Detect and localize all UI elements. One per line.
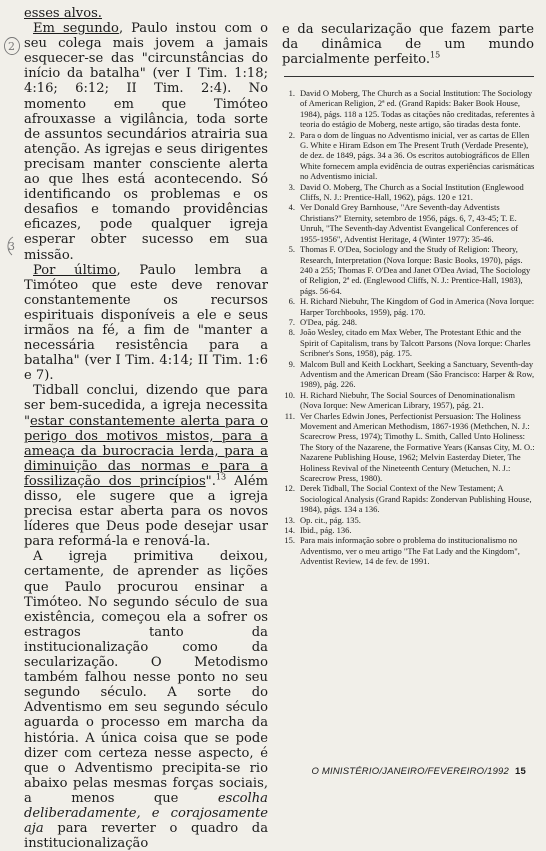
paragraph-4-emphasis: escolha deliberadamente, e corajosamente aja — [24, 790, 268, 837]
footnote-text: Ibid., pág. 136. — [300, 525, 352, 536]
footnote-item — [278, 515, 536, 525]
footnote-text: Ver Charles Edwin Jones, Perfectionist Persuasion: The Holiness Movement and American Methodism, 1867-1936 (Methchen, N. J.: Scarecrow Press, 1974); Timothy L. Smith, Called Unto Holiness: The Story of the Nazarene, the Formative Years (Kansas City, M. O.: Nazarene Publishing House, 1962; Melvin Easterday Dieter, The Holiness Revival of the Nineteenth Century (Metuchen, N. J.: Scarecrow Press, 1980). — [300, 410, 535, 484]
paragraph-4-end: para reverter o quadro da institucionalização — [24, 821, 268, 851]
footnote-item — [278, 130, 536, 182]
paragraph-0 — [24, 6, 268, 21]
footnote-item — [278, 525, 536, 535]
footnote-text: Op. cit., pág. 135. — [300, 514, 361, 525]
footnote-item — [278, 483, 536, 514]
publication-info: O MINISTÉRIO/JANEIRO/FEVEREIRO/1992 — [311, 766, 510, 777]
footnote-text: João Wesley, citado em Max Weber, The Protestant Ethic and the Spirit of Capitalism, trans by Talcott Parsons (Nova Iorque: Charles Scribner's Sons, 1958), pág. 175. — [300, 327, 531, 359]
right-column-paragraph: e da secularização que fazem parte da dinâmica de um mundo parcialmente perfeito. — [282, 22, 534, 68]
footnote-number: 12. — [284, 483, 295, 494]
page-number: 15 — [515, 766, 526, 777]
footnote-text: O'Dea, pág. 248. — [300, 316, 358, 327]
footnote-number: 5. — [288, 244, 295, 255]
footnote-number: 1. — [288, 88, 295, 98]
page-footer — [311, 766, 526, 777]
paragraph-3-text-c: Além disso, ele sugere que a igreja precisa estar aberta para os novos líderes que Deus pode desejar usar para reformá-la e renová-la. — [24, 473, 268, 550]
paragraph-2 — [24, 263, 268, 384]
paragraph-3-text-b: ". — [205, 473, 216, 489]
footnote-item — [278, 317, 536, 327]
paragraph-1 — [24, 21, 268, 263]
footnote-text: David O Moberg, The Church as a Social Institution: The Sociology of American Religion, 2ª ed. (Grand Rapids: Baker Book House, 1984), págs. 118 a 125. Todas as citações não creditadas, referentes à teoria do estágio de Moberg, neste artigo, são tiradas desta fonte. — [300, 88, 535, 130]
paragraph-2-lead: Por último — [33, 262, 117, 278]
footnote-text: H. Richard Niebuhr, The Social Sources of Denominationalism (Nova Iorque: New American Library, 1957), pág. 21. — [300, 389, 516, 411]
footnote-number: 14. — [284, 525, 295, 536]
footnotes-list — [278, 88, 536, 567]
handwritten-mark-2 — [3, 36, 21, 56]
footnote-number: 11. — [284, 410, 295, 421]
footnote-number: 7. — [288, 316, 295, 327]
footnote-text: David O. Moberg, The Church as a Social Institution (Englewood Cliffs, N. J.: Prentice-Hall, 1962), págs. 120 e 121. — [300, 181, 524, 203]
handwritten-mark-3-text: 3 — [8, 240, 15, 253]
footnote-item — [278, 359, 536, 390]
paragraph-1-lead: Em segundo — [33, 21, 119, 37]
handwritten-mark-3 — [3, 236, 21, 256]
footnote-text: Malcom Bull and Keith Lockhart, Seeking a Sanctuary, Seventh-day Adventism and the American Dream (São Francisco: Harper & Row, 1989), pág. 226. — [300, 358, 535, 390]
paragraph-3 — [24, 383, 268, 549]
footnote-text: Para mais informação sobre o problema do institucionalismo no Adventismo, ver o meu artigo "The Fat Lady and the Kingdom", Adventist Review, 14 de fev. de 1991. — [300, 535, 520, 567]
footnote-number: 2. — [288, 129, 295, 140]
footnote-number: 10. — [284, 389, 295, 400]
paragraph-3-text-a: Tidball conclui, dizendo que para ser bem-sucedida, a igreja necessita " — [24, 383, 268, 429]
paragraph-3-quote: estar constantemente alerta para o perigo dos motivos mistos, para a ameaça da burocracia lerda, para a diminuição das normas e para a fossilização dos princípios — [24, 413, 268, 489]
paragraph-0-text: esses alvos. — [24, 6, 102, 21]
footnote-number: 15. — [284, 535, 295, 546]
footnote-number: 9. — [288, 358, 295, 369]
footnote-item — [278, 88, 536, 130]
footnote-number: 8. — [288, 327, 295, 338]
footnote-item — [278, 535, 536, 566]
left-column — [24, 6, 268, 851]
footnote-text: Derek Tidball, The Social Context of the New Testament; A Sociological Analysis (Grand Rapids: Zondervan Publishing House, 1984), págs. 134 a 136. — [300, 483, 532, 515]
handwritten-mark-2-text: 2 — [8, 40, 15, 53]
footnote-item — [278, 296, 536, 317]
footnote-number: 3. — [288, 181, 295, 192]
footnote-text: H. Richard Niebuhr, The Kingdom of God in America (Nova Iorque: Harper Torchbooks, 1959), pág. 170. — [300, 296, 535, 317]
right-column-text — [282, 22, 534, 67]
footnote-ref-15: 15 — [429, 50, 441, 60]
footnote-number: 6. — [288, 296, 295, 307]
footnote-item — [278, 244, 536, 296]
footnote-text: Para o dom de línguas no Adventismo inicial, ver as cartas de Ellen G. White e Hiram Edson em The Present Truth (Verdade Presente), de dez. de 1849, págs. 34 a 36. Os escritos autobiográficos de Ellen White fornecem ampla evidência de outras experiências carismáticas no Adventismo inicial. — [300, 129, 535, 182]
paragraph-4-text: A igreja primitiva deixou, certamente, de aprender as lições que Paulo procurou ensinar a Timóteo. No segundo século de sua existência, começou ela a sofrer os estragos tanto da institucionalização como da secularização. O Metodismo também falhou nesse ponto no seu segundo século. A sorte do Adventismo em seu segundo século aguarda o processo em marcha da história. A única coisa que se pode dizer com certeza nesse aspecto, é que o Adventismo precipita-se rio abaixo pelas mesmas forças sociais, a menos que — [24, 549, 268, 806]
paragraph-2-text: , Paulo lembra a Timóteo que este deve renovar constantemente os recursos espirituais disponíveis a ele e seus irmãos na fé, a fim de "manter a necessária resistência para a batalha" (ver I Tim. 4:14; II Tim. 1:6 e 7). — [24, 262, 268, 384]
paragraph-1-text: , Paulo instou com o seu colega mais jovem a jamais esquecer-se das "circunstâncias do início da batalha" (ver I Tim. 1:18; 4:16; 6:12; II Tim. 2:4). No momento em que Timóteo afrouxasse a vigilância, toda sorte de assuntos secundários atrairia sua atenção. As igrejas e seus dirigentes precisam manter consciente alerta ao que lhes está acontecendo. Só identificando os problemas e os desafios e tomando providências eficazes, pode qualquer igreja esperar obter sucesso em sua missão. — [24, 21, 268, 263]
footnote-number: 13. — [284, 514, 295, 525]
footnote-item — [278, 390, 536, 411]
footnote-item — [278, 327, 536, 358]
footnote-item — [278, 182, 536, 203]
footnote-ref-13: 13 — [215, 472, 227, 482]
footnote-text: Ver Donald Grey Barnhouse, "Are Seventh-day Adventists Christians?" Eternity, setembro de 1956, págs. 6, 7, 43-45; T. E. Unruh, "The Seventh-day Adventist Evangelical Conferences of 1955-1956", Adventist Heritage, 4 (Winter 1977): 35-46. — [300, 202, 519, 244]
footnote-item — [278, 202, 536, 244]
footnote-text: Thomas F. O'Dea, Sociology and the Study of Religion: Theory, Research, Interpretation (Nova Iorque: Basic Books, 1970), págs. 240 a 255; Thomas F. O'Dea and Janet O'Dea Aviad, The Sociology of Religion, 2ª ed. (Englewood Cliffs, N. J.: Prentice-Hall, 1983), págs. 56-64. — [300, 244, 531, 296]
footnote-item — [278, 411, 536, 484]
footnote-number: 4. — [288, 202, 295, 213]
paragraph-4 — [24, 549, 268, 851]
footnotes-divider — [284, 76, 534, 78]
